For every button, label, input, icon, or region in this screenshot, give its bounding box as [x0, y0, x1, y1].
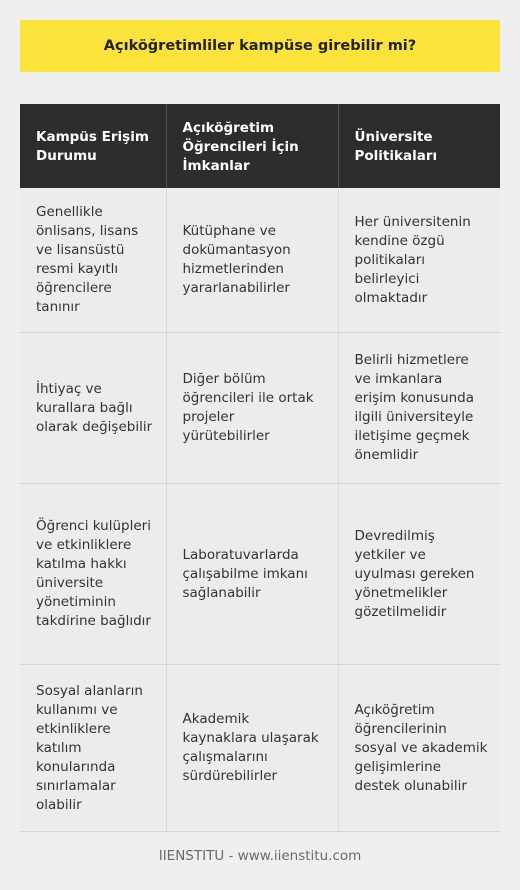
table-row [20, 665, 500, 832]
footer-credit: IIENSTITU - www.iienstitu.com [158, 848, 362, 864]
table-cell: Belirli hizmetlere ve imkanlara erişim konusunda ilgili üniversiteyle iletişime geçmek önemlidir [338, 333, 500, 484]
page-title: Açıköğretimliler kampüse girebilir mi? [103, 38, 417, 54]
table-cell: Sosyal alanların kullanımı ve etkinliklere katılım konularında sınırlamalar olabilir [20, 665, 166, 832]
table-cell: Açıköğretim öğrencilerinin sosyal ve akademik gelişimlerine destek olunabilir [338, 665, 500, 832]
table-cell: Her üniversitenin kendine özgü politikaları belirleyici olmaktadır [338, 188, 500, 333]
table-cell: Genellikle önlisans, lisans ve lisansüstü resmi kayıtlı öğrencilere tanınır [20, 188, 166, 333]
column-header-campus-access: Kampüs Erişim Durumu [20, 104, 166, 188]
table-cell: Akademik kaynaklara ulaşarak çalışmalarını sürdürebilirler [166, 665, 338, 832]
table-header-row [20, 104, 500, 188]
table-cell: Kütüphane ve dokümantasyon hizmetlerinden yararlanabilirler [166, 188, 338, 333]
table-row [20, 333, 500, 484]
page-title-banner [20, 20, 500, 72]
table-cell: Laboratuvarlarda çalışabilme imkanı sağlanabilir [166, 484, 338, 665]
table-cell: İhtiyaç ve kurallara bağlı olarak değişebilir [20, 333, 166, 484]
column-header-university-policies: Üniversite Politikaları [338, 104, 500, 188]
table-row [20, 188, 500, 333]
column-header-opportunities: Açıköğretim Öğrencileri İçin İmkanlar [166, 104, 338, 188]
table-cell: Öğrenci kulüpleri ve etkinliklere katılma hakkı üniversite yönetiminin takdirine bağlıdır [20, 484, 166, 665]
info-table [20, 104, 500, 832]
table-cell: Diğer bölüm öğrencileri ile ortak projeler yürütebilirler [166, 333, 338, 484]
table-cell: Devredilmiş yetkiler ve uyulması gereken yönetmelikler gözetilmelidir [338, 484, 500, 665]
table-row [20, 484, 500, 665]
